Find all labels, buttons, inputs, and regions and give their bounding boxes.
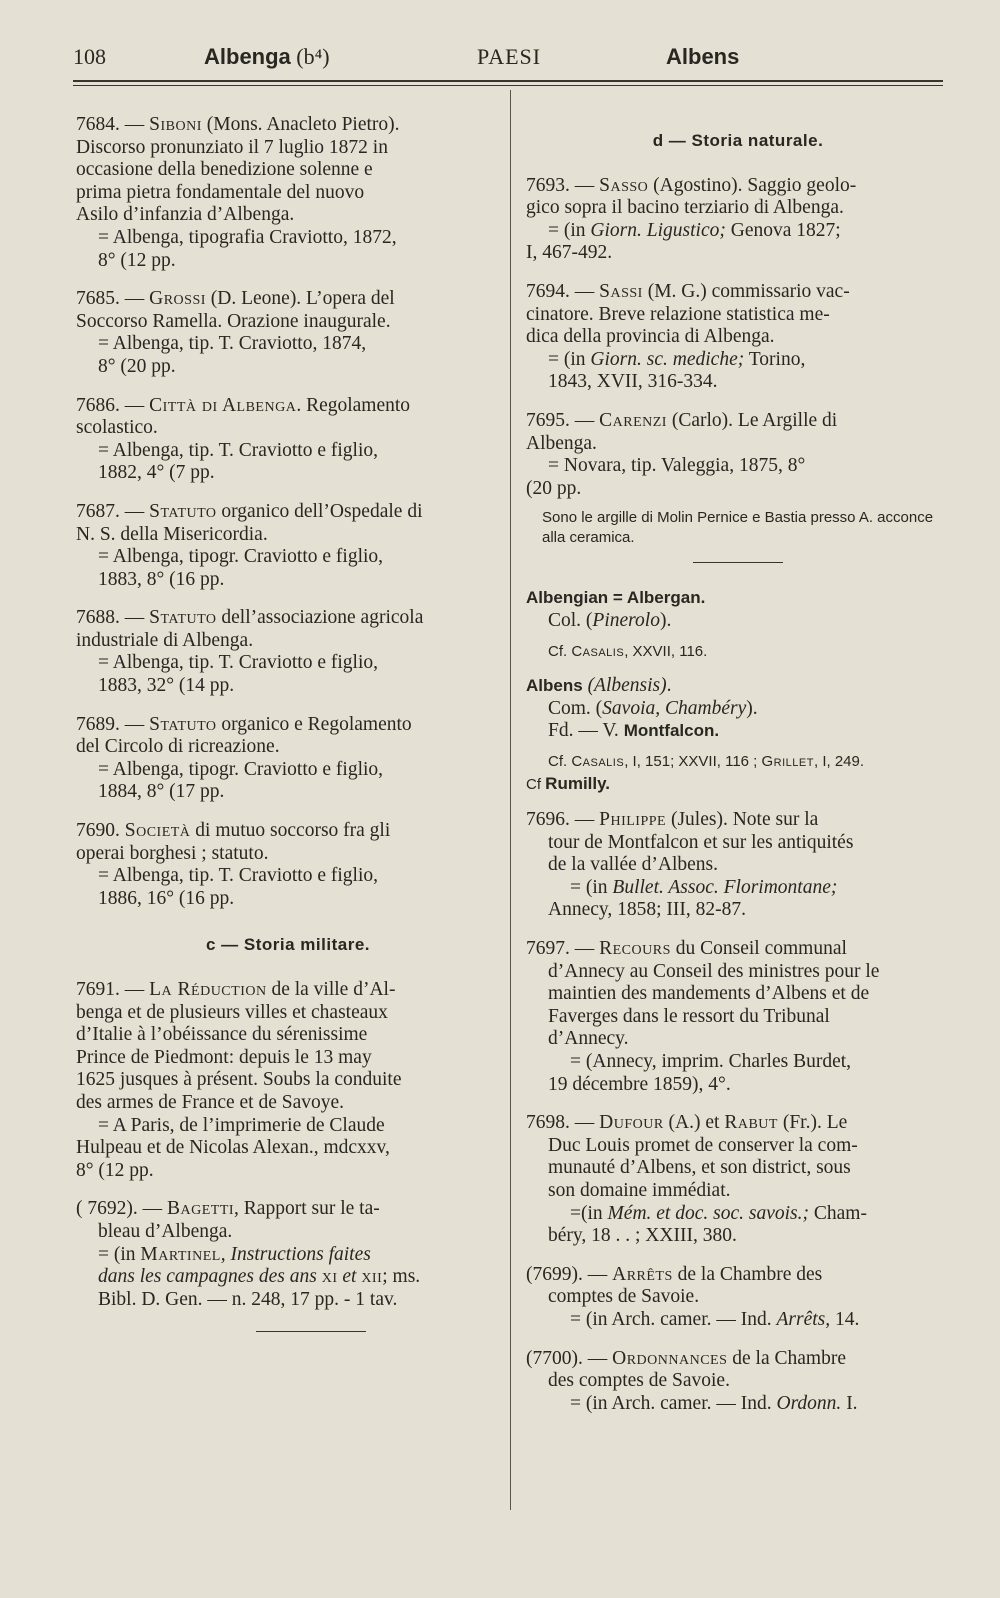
entry-7697: 7697. — Recours du Conseil communal d’Annecy au Conseil des ministres pour le maintien des mandements d’Albens et de Faverges dans le ressort du Tribunal d’Annecy. = (Annecy, imprim. Charles Burdet, 19 décembre 1859), 4°.: [526, 938, 880, 1095]
left-column: [76, 114, 500, 1332]
entry-7690: 7690. Società di mutuo soccorso fra gli operai borghesi ; statuto. = Albenga, tip. T. Craviotto e figlio, 1886, 16° (16 pp.: [76, 820, 391, 909]
header-rule-thick: [73, 80, 943, 82]
place-albengian: Albengian = Albergan. Col. (Pinerolo). Cf. Casalis, XXVII, 116.: [526, 588, 708, 660]
entry-7696: 7696. — Philippe (Jules). Note sur la tour de Montfalcon et sur les antiquités de la vallée d’Albens. = (in Bullet. Assoc. Florimontane; Annecy, 1858; III, 82-87.: [526, 809, 854, 921]
entry-7692: ( 7692). — Bagetti, Rapport sur le ta- bleau d’Albenga. = (in Martinel, Instructions faites dans les campagnes des ans xi et xii; ms. Bibl. D. Gen. — n. 248, 17 pp. - 1 tav.: [76, 1198, 421, 1310]
entry-7699: (7699). — Arrêts de la Chambre des comptes de Savoie. = (in Arch. camer. — Ind. Arrêts, 14.: [526, 1263, 860, 1330]
entry-7694: 7694. — Sassi (M. G.) commissario vac- cinatore. Breve relazione statistica me- dica della provincia di Albenga. = (in Giorn. sc. mediche; Torino, 1843, XVII, 316-334.: [526, 280, 850, 393]
note-7695: Sono le argille di Molin Pernice e Bastia presso A. acconce alla ceramica.: [542, 509, 934, 547]
section-heading-d: d — Storia naturale.: [652, 131, 824, 150]
entry-7698: 7698. — Dufour (A.) et Rabut (Fr.). Le Duc Louis promet de conserver la com- munauté d’Albens, et son district, sous son domaine immédiat. =(in Mém. et doc. soc. savois.; Cham- béry, 18 . . ; XXIII, 380.: [526, 1112, 867, 1247]
header-rule-thin: [73, 85, 943, 86]
running-head-left-sub: (b⁴): [296, 44, 330, 69]
entry-7693: 7693. — Sasso (Agostino). Saggio geolo- gico sopra il bacino terziario di Albenga. = (in Giorn. Ligustico; Genova 1827; I, 467-492.: [526, 174, 857, 264]
place-name-albengian: Albengian = Albergan.: [526, 588, 706, 608]
place-albens: Albens (Albensis). Com. (Savoia, Chambéry). Fd. — V. Montfalcon. Cf. Casalis, I, 151; XXVII, 116 ; Grillet, I, 249. Cf Rumilly.: [526, 675, 865, 794]
right-column: [526, 114, 950, 1431]
running-head-center: PAESI: [477, 44, 542, 69]
entry-7689: 7689. — Statuto organico e Regolamento del Circolo di ricreazione. = Albenga, tipogr. Craviotto e figlio, 1884, 8° (17 pp.: [76, 713, 412, 803]
entry-7695: 7695. — Carenzi (Carlo). Le Argille di Albenga. = Novara, tip. Valeggia, 1875, 8° (20 pp.: [526, 409, 838, 499]
running-head-left-title: Albenga: [204, 44, 291, 69]
entry-7687: 7687. — Statuto organico dell’Ospedale di N. S. della Misericordia. = Albenga, tipogr. Craviotto e figlio, 1883, 8° (16 pp.: [76, 500, 423, 590]
entry-7700: (7700). — Ordonnances de la Chambre des comptes de Savoie. = (in Arch. camer. — Ind. Ordonn. I.: [526, 1347, 858, 1414]
entry-7685: 7685. — Grossi (D. Leone). L’opera del Soccorso Ramella. Orazione inaugurale. = Albenga, tip. T. Craviotto, 1874, 8° (20 pp.: [76, 288, 395, 377]
section-heading-c: c — Storia militare.: [206, 935, 370, 955]
running-head-left: [204, 44, 330, 70]
entry-7691: 7691. — La Réduction de la ville d’Al- benga et de plusieurs villes et chasteaux d’Italie à l’obéissance du sérenissime Prince de Piedmont: depuis le 13 may 1625 jusques à présent. Soubs la conduite des armes de France et de Savoye. = A Paris, de l’imprimerie de Claude Hulpeau et de Nicolas Alexan., mdcxxv, 8° (12 pp.: [76, 979, 402, 1181]
place-name-albens: Albens: [526, 676, 583, 696]
running-head-right: Albens: [666, 44, 740, 69]
entry-7688: 7688. — Statuto dell’associazione agricola industriale di Albenga. = Albenga, tip. T. Craviotto e figlio, 1883, 32° (14 pp.: [76, 607, 424, 697]
page-number: 108: [73, 44, 106, 69]
separator-rule: [693, 562, 783, 563]
entry-7686: 7686. — Città di Albenga. Regolamento scolastico. = Albenga, tip. T. Craviotto e figlio, 1882, 4° (7 pp.: [76, 394, 411, 484]
column-divider: [510, 90, 511, 1510]
entry-7684: 7684. — Siboni (Mons. Anacleto Pietro). Discorso pronunziato il 7 luglio 1872 in occasione della benedizione solenne e prima pietra fondamentale del nuovo Asilo d’infanzia d’Albenga. = Albenga, tipografia Craviotto, 1872, 8° (12 pp.: [76, 114, 400, 271]
end-rule: [256, 1331, 366, 1332]
